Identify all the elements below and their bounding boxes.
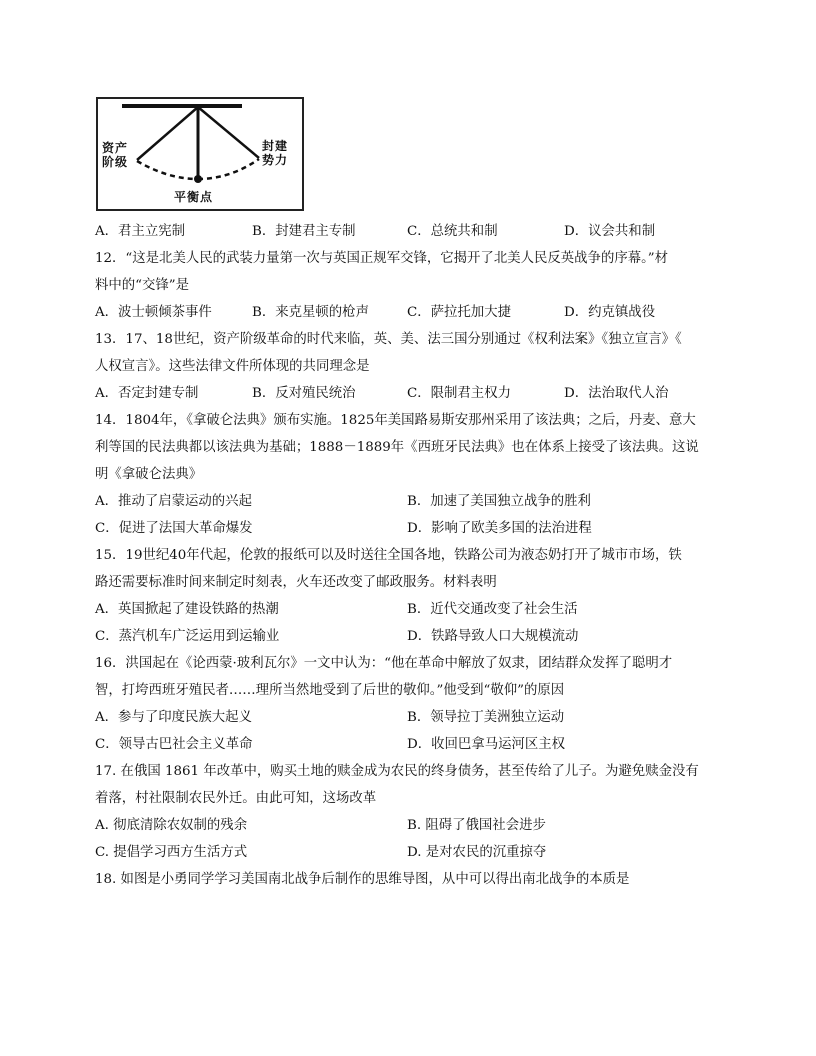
q11-option-a[interactable]: A．君主立宪制 [95, 224, 186, 239]
question-18 [95, 866, 727, 893]
q17-options-row-2 [95, 839, 727, 866]
question-list [95, 218, 727, 893]
q12-option-a[interactable]: A．波士顿倾茶事件 [95, 305, 212, 320]
q15-options-row-1 [95, 596, 727, 623]
q12-option-c[interactable]: C．萨拉托加大捷 [407, 305, 511, 320]
q16-stem-line-2: 智，打垮西班牙殖民者……理所当然地受到了后世的敬仰。”他受到“敬仰”的原因 [95, 683, 565, 698]
question-13 [95, 326, 727, 407]
q17-stem-line-1: 17. 在俄国 1861 年改革中，购买土地的赎金成为农民的终身债务，甚至传给了儿子。为避免赎金没有 [95, 764, 699, 779]
question-12 [95, 245, 727, 326]
q14-options-row-1 [95, 488, 727, 515]
q13-option-d[interactable]: D．法治取代人治 [564, 386, 669, 401]
question-15 [95, 542, 727, 650]
q15-option-b[interactable]: B．近代交通改变了社会生活 [407, 602, 578, 617]
balance-point-dot [194, 175, 202, 183]
q16-options-row-2 [95, 731, 727, 758]
q17-stem-line-2: 着落，村社限制农民外迁。由此可知，这场改革 [95, 791, 377, 806]
q16-stem-line-1: 16．洪国起在《论西蒙·玻利瓦尔》一文中认为：“他在革命中解放了奴隶，团结群众发挥了聪明才 [95, 656, 673, 671]
q14-options-row-2 [95, 515, 727, 542]
q14-option-a[interactable]: A．推动了启蒙运动的兴起 [95, 494, 252, 509]
q18-stem-line-1: 18. 如图是小勇同学学习美国南北战争后制作的思维导图，从中可以得出南北战争的本质是 [95, 872, 630, 887]
q17-option-b[interactable]: B. 阻碍了俄国社会进步 [407, 818, 546, 833]
q11-option-d[interactable]: D．议会共和制 [564, 224, 656, 239]
q15-stem-line-2: 路还需要标准时间来制定时刻表，火车还改变了邮政服务。材料表明 [95, 575, 497, 590]
q16-option-d[interactable]: D．收回巴拿马运河区主权 [407, 737, 566, 752]
q14-option-c[interactable]: C．促进了法国大革命爆发 [95, 521, 253, 536]
bourgeoisie-label: 资产 阶级 [102, 141, 129, 169]
question-16 [95, 650, 727, 758]
q16-options-row-1 [95, 704, 727, 731]
q11-options [95, 218, 727, 245]
q14-stem-line-1: 14．1804年，《拿破仑法典》颁布实施。1825年美国路易斯安那州采用了该法典；之后，丹麦、意大 [95, 413, 696, 428]
left-rope [137, 107, 198, 160]
q16-option-a[interactable]: A．参与了印度民族大起义 [95, 710, 252, 725]
left-dashed-arc [137, 161, 198, 179]
q12-stem-line-1: 12．“这是北美人民的武装力量第一次与英国正规军交锋，它揭开了北美人民反英战争的序幕。”材 [95, 251, 669, 266]
q13-options [95, 380, 727, 407]
question-17 [95, 758, 727, 866]
q12-options [95, 299, 727, 326]
q14-option-d[interactable]: D．影响了欧美多国的法治进程 [407, 521, 592, 536]
q15-option-c[interactable]: C．蒸汽机车广泛运用到运输业 [95, 629, 280, 644]
q13-option-b[interactable]: B．反对殖民统治 [252, 386, 356, 401]
q17-option-d[interactable]: D. 是对农民的沉重掠夺 [407, 845, 547, 860]
q16-option-b[interactable]: B．领导拉丁美洲独立运动 [407, 710, 565, 725]
q17-option-c[interactable]: C. 提倡学习西方生活方式 [95, 845, 248, 860]
q17-option-a[interactable]: A. 彻底清除农奴制的残余 [95, 818, 248, 833]
q12-option-b[interactable]: B．来克星顿的枪声 [252, 305, 369, 320]
q14-stem-line-2: 利等国的民法典都以该法典为基础；1888－1889年《西班牙民法典》也在体系上接受了该法典。这说 [95, 440, 699, 455]
balance-diagram [96, 97, 304, 211]
q15-options-row-2 [95, 623, 727, 650]
q13-stem-line-2: 人权宣言》。这些法律文件所体现的共同理念是 [95, 359, 370, 374]
q11-option-b[interactable]: B．封建君主专制 [252, 224, 356, 239]
q12-stem-line-2: 料中的“交锋”是 [95, 278, 190, 293]
q13-option-a[interactable]: A．否定封建专制 [95, 386, 199, 401]
q14-stem-line-3: 明《拿破仑法典》 [95, 467, 203, 482]
q16-option-c[interactable]: C．领导古巴社会主义革命 [95, 737, 253, 752]
q12-option-d[interactable]: D．约克镇战役 [564, 305, 656, 320]
question-14 [95, 407, 727, 542]
q14-option-b[interactable]: B．加速了美国独立战争的胜利 [407, 494, 591, 509]
q13-stem-line-1: 13．17、18世纪，资产阶级革命的时代来临，英、美、法三国分别通过《权利法案》《独立宣言》《 [95, 332, 682, 347]
feudal-forces-label: 封建 势力 [262, 139, 289, 167]
q13-option-c[interactable]: C．限制君主权力 [407, 386, 511, 401]
q15-option-d[interactable]: D．铁路导致人口大规模流动 [407, 629, 579, 644]
right-dashed-arc [198, 159, 259, 179]
right-rope [198, 107, 259, 158]
q17-options-row-1 [95, 812, 727, 839]
q11-option-c[interactable]: C．总统共和制 [407, 224, 498, 239]
q15-option-a[interactable]: A．英国掀起了建设铁路的热潮 [95, 602, 279, 617]
q15-stem-line-1: 15．19世纪40年代起，伦敦的报纸可以及时送往全国各地，铁路公司为液态奶打开了城市市场，铁 [95, 548, 682, 563]
balance-point-label: 平衡点 [174, 190, 214, 204]
